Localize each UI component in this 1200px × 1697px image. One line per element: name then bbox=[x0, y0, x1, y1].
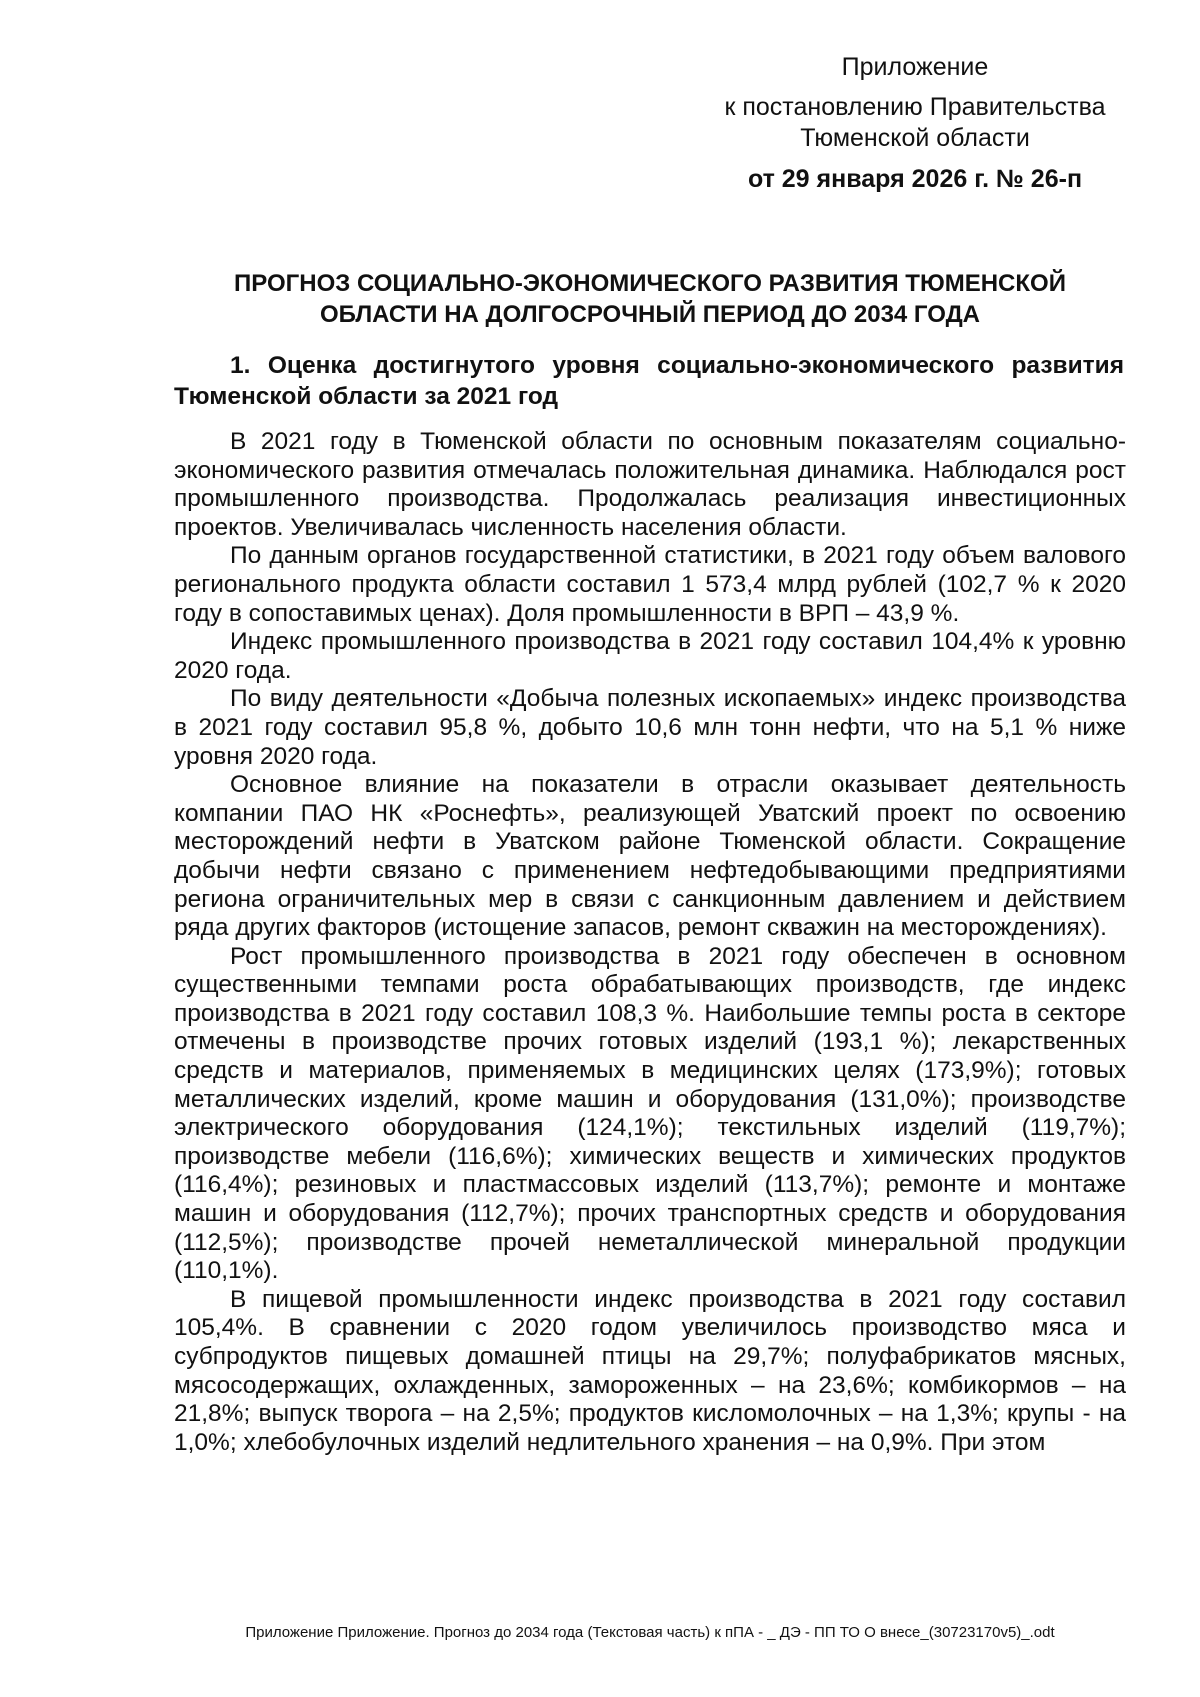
appendix-resolution-line2: Тюменской области bbox=[800, 124, 1030, 152]
paragraph: Рост промышленного производства в 2021 году обеспечен в основном существенными темпами роста обрабатывающих производств, где индекс производства в 2021 году составил 108,3 %. Наибольшие темпы роста в секторе отмечены в производстве прочих готовых изделий (193,1 %); лекарственных средств и материалов, применяемых в медицинских целях (173,9%); готовых металлических изделий, кроме машин и оборудования (131,0%); производстве электрического оборудования (124,1%); текстильных изделий (119,7%); производстве мебели (116,6%); химических веществ и химических продуктов (116,4%); резиновых и пластмассовых изделий (113,7%); ремонте и монтаже машин и оборудования (112,7%); прочих транспортных средств и оборудования (112,5%); производстве прочей неметаллической минеральной продукции (110,1%). bbox=[174, 942, 1126, 1285]
paragraph: В пищевой промышленности индекс производства в 2021 году составил 105,4%. В сравнении с 2020 годом увеличилось производство мяса и субпродуктов пищевых домашней птицы на 29,7%; полуфабрикатов мясных, мясосодержащих, охлажденных, замороженных – на 23,6%; комбикормов – на 21,8%; выпуск творога – на 2,5%; продуктов кисломолочных – на 1,3%; крупы - на 1,0%; хлебобулочных изделий недлительного хранения – на 0,9%. При этом bbox=[174, 1285, 1126, 1456]
document-title-line2: ОБЛАСТИ НА ДОЛГОСРОЧНЫЙ ПЕРИОД ДО 2034 ГОДА bbox=[320, 301, 980, 328]
paragraph: Основное влияние на показатели в отрасли оказывает деятельность компании ПАО НК «Роснефть», реализующей Уватский проект по освоению месторождений нефти в Уватском районе Тюменской области. Сокращение добычи нефти связано с применением нефтедобывающими предприятиями региона ограничительных мер в связи с санкционным давлением и действием ряда других факторов (истощение запасов, ремонт скважин на месторождениях). bbox=[174, 771, 1126, 942]
appendix-date-number: от 29 января 2026 г. № 26-п bbox=[747, 165, 1083, 193]
document-title-line1: ПРОГНОЗ СОЦИАЛЬНО-ЭКОНОМИЧЕСКОГО РАЗВИТИЯ ТЮМЕНСКОЙ bbox=[234, 270, 1066, 297]
paragraph: В 2021 году в Тюменской области по основным показателям социально-экономического развития отмечалась положительная динамика. Наблюдался рост промышленного производства. Продолжалась реализация инвестиционных проектов. Увеличивалась численность населения области. bbox=[174, 428, 1126, 541]
paragraph: По виду деятельности «Добыча полезных ископаемых» индекс производства в 2021 году составил 95,8 %, добыто 10,6 млн тонн нефти, что на 5,1 % ниже уровня 2020 года. bbox=[174, 685, 1126, 770]
appendix-resolution-line1: к постановлению Правительства bbox=[724, 93, 1106, 121]
document-title bbox=[170, 268, 1130, 330]
paragraph: Индекс промышленного производства в 2021 году составил 104,4% к уровню 2020 года. bbox=[174, 628, 1126, 684]
page-footer: Приложение Приложение. Прогноз до 2034 года (Текстовая часть) к пПА - _ ДЭ - ПП ТО О внесе_(30723170v5)_.odt bbox=[245, 1624, 1055, 1641]
paragraph: По данным органов государственной статистики, в 2021 году объем валового регионального продукта области составил 1 573,4 млрд рублей (102,7 % к 2020 году в сопоставимых ценах). Доля промышленности в ВРП – 43,9 %. bbox=[174, 542, 1126, 627]
body-text bbox=[174, 428, 1126, 1457]
appendix-title: Приложение bbox=[841, 53, 989, 81]
section-heading: 1. Оценка достигнутого уровня социально-экономического развития Тюменской области за 2021 год bbox=[174, 352, 1124, 410]
appendix-block bbox=[700, 52, 1130, 195]
